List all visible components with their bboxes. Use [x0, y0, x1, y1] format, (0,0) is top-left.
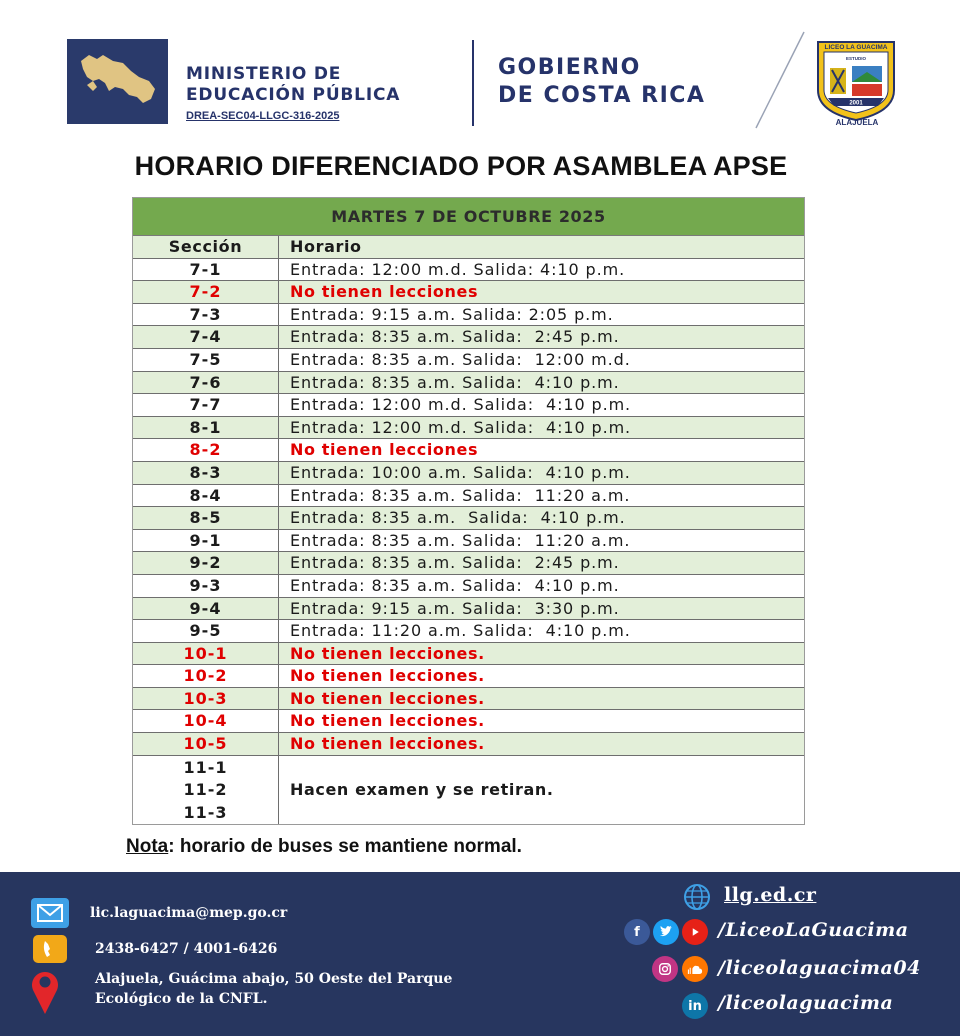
soundcloud-icon[interactable]: [682, 956, 708, 982]
schedule-cell: Entrada: 8:35 a.m. Salida: 11:20 a.m.: [290, 530, 631, 550]
crest-city: ALAJUELA: [835, 118, 879, 127]
section-cell: 7-6: [133, 372, 279, 394]
instagram-icon[interactable]: [652, 956, 678, 982]
section-cell: 7-1: [133, 259, 279, 281]
schedule-cell: No tienen lecciones.: [290, 711, 485, 731]
schedule-cell: No tienen lecciones.: [290, 643, 485, 663]
section-cell: 8-3: [133, 462, 279, 484]
table-row: [133, 688, 804, 711]
social-handle-instagram-soundcloud[interactable]: /liceolaguacima04: [718, 957, 921, 979]
section-cell: 10-3: [133, 688, 279, 710]
section-cell: 7-3: [133, 304, 279, 326]
note-label: Nota: [126, 836, 169, 857]
schedule-table: [132, 197, 805, 825]
schedule-cell: Entrada: 12:00 m.d. Salida: 4:10 p.m.: [290, 417, 632, 437]
footer: [0, 872, 960, 1036]
eleventh-sections: [133, 756, 279, 824]
section-cell: 10-4: [133, 710, 279, 732]
table-row: [133, 394, 804, 417]
table-row: [133, 598, 804, 621]
globe-icon: [683, 883, 711, 911]
schedule-rows: [133, 259, 804, 756]
section-cell: 9-2: [133, 552, 279, 574]
section-cell: 9-3: [133, 575, 279, 597]
eleventh-grade-block: [133, 756, 804, 824]
gov-line-1: GOBIERNO: [498, 55, 641, 80]
schedule-cell: Entrada: 10:00 a.m. Salida: 4:10 p.m.: [290, 462, 631, 482]
schedule-cell: Entrada: 9:15 a.m. Salida: 2:05 p.m.: [290, 304, 614, 324]
header-divider: [472, 40, 474, 126]
schedule-cell: No tienen lecciones.: [290, 688, 485, 708]
section-cell: 9-1: [133, 530, 279, 552]
table-row: [133, 281, 804, 304]
document-code: DREA-SEC04-LLGC-316-2025: [186, 110, 340, 122]
government-name: [498, 54, 778, 110]
section-cell: 8-5: [133, 507, 279, 529]
section-cell: 8-2: [133, 439, 279, 461]
section-11-3: 11-3: [183, 802, 228, 822]
section-cell: 9-5: [133, 620, 279, 642]
section-cell: 8-1: [133, 417, 279, 439]
table-row: [133, 439, 804, 462]
table-row: [133, 372, 804, 395]
table-row: [133, 304, 804, 327]
section-cell: 7-4: [133, 326, 279, 348]
diagonal-divider: [752, 30, 812, 130]
gov-line-2: DE COSTA RICA: [498, 83, 706, 108]
ministry-line-1: MINISTERIO DE: [186, 64, 342, 84]
column-header-section: Sección: [133, 236, 279, 258]
youtube-icon[interactable]: [682, 919, 708, 945]
schedule-cell: Entrada: 12:00 m.d. Salida: 4:10 p.m.: [290, 395, 632, 415]
section-11-1: 11-1: [183, 757, 228, 777]
schedule-cell: No tienen lecciones.: [290, 666, 485, 686]
table-row: [133, 349, 804, 372]
table-row: [133, 643, 804, 666]
schedule-cell: Entrada: 9:15 a.m. Salida: 3:30 p.m.: [290, 598, 620, 618]
schedule-cell: Entrada: 12:00 m.d. Salida: 4:10 p.m.: [290, 259, 626, 279]
table-row: [133, 462, 804, 485]
table-row: [133, 417, 804, 440]
schedule-cell: Entrada: 8:35 a.m. Salida: 4:10 p.m.: [290, 575, 620, 595]
social-handle-linkedin[interactable]: /liceolaguacima: [718, 992, 894, 1014]
facebook-icon[interactable]: f: [624, 919, 650, 945]
school-crest-icon: [812, 38, 900, 130]
schedule-cell: No tienen lecciones: [290, 282, 479, 302]
ministry-line-2: EDUCACIÓN PÚBLICA: [186, 85, 401, 105]
address-line-2: Ecológico de la CNFL.: [95, 991, 268, 1007]
bus-note: [126, 836, 522, 858]
crest-top-text: LICEO LA GUACIMA: [824, 44, 888, 51]
letterhead: [0, 0, 960, 140]
email-link[interactable]: lic.laguacima@mep.go.cr: [90, 905, 288, 921]
twitter-icon[interactable]: [653, 919, 679, 945]
social-handle-facebook-twitter-youtube[interactable]: /LiceoLaGuacima: [718, 919, 909, 941]
table-row: [133, 507, 804, 530]
ministry-name: [186, 64, 466, 106]
schedule-cell: Entrada: 11:20 a.m. Salida: 4:10 p.m.: [290, 621, 631, 641]
email-icon: [31, 898, 69, 928]
schedule-cell: Entrada: 8:35 a.m. Salida: 12:00 m.d.: [290, 349, 631, 369]
page-title: HORARIO DIFERENCIADO POR ASAMBLEA APSE: [134, 151, 788, 181]
address: [95, 969, 452, 1009]
linkedin-icon[interactable]: in: [682, 993, 708, 1019]
column-header-schedule: Horario: [290, 237, 362, 256]
schedule-cell: Entrada: 8:35 a.m. Salida: 2:45 p.m.: [290, 327, 620, 347]
table-row: [133, 620, 804, 643]
table-row: [133, 326, 804, 349]
table-row: [133, 575, 804, 598]
schedule-cell: Entrada: 8:35 a.m. Salida: 2:45 p.m.: [290, 553, 620, 573]
phone-number: 2438-6427 / 4001-6426: [95, 941, 278, 957]
section-cell: 10-5: [133, 733, 279, 755]
table-row: [133, 530, 804, 553]
schedule-cell: Entrada: 8:35 a.m. Salida: 11:20 a.m.: [290, 485, 631, 505]
table-row: [133, 665, 804, 688]
website-link[interactable]: llg.ed.cr: [724, 884, 817, 906]
table-row: [133, 733, 804, 756]
section-cell: 7-7: [133, 394, 279, 416]
section-cell: 9-4: [133, 598, 279, 620]
table-row: [133, 485, 804, 508]
address-line-1: Alajuela, Guácima abajo, 50 Oeste del Parque: [95, 971, 453, 987]
schedule-cell: No tienen lecciones.: [290, 734, 485, 754]
table-row: [133, 259, 804, 282]
date-heading: MARTES 7 DE OCTUBRE 2025: [133, 198, 804, 236]
schedule-cell: Entrada: 8:35 a.m. Salida: 4:10 p.m.: [290, 508, 626, 528]
section-cell: 7-5: [133, 349, 279, 371]
section-11-2: 11-2: [183, 780, 228, 800]
schedule-cell: Entrada: 8:35 a.m. Salida: 4:10 p.m.: [290, 372, 620, 392]
table-row: [133, 710, 804, 733]
crest-motto: ESTUDIO: [845, 56, 867, 61]
schedule-cell: No tienen lecciones: [290, 440, 479, 460]
note-text: : horario de buses se mantiene normal.: [168, 836, 522, 857]
location-pin-icon: [30, 968, 60, 1014]
section-cell: 10-1: [133, 643, 279, 665]
table-row: [133, 552, 804, 575]
phone-icon: [33, 935, 67, 963]
section-cell: 10-2: [133, 665, 279, 687]
section-cell: 8-4: [133, 485, 279, 507]
section-cell: 7-2: [133, 281, 279, 303]
column-header-row: [133, 236, 804, 259]
crest-year: 2001: [849, 100, 863, 107]
eleventh-schedule: Hacen examen y se retiran.: [290, 780, 554, 800]
costa-rica-map-icon: [67, 39, 168, 124]
